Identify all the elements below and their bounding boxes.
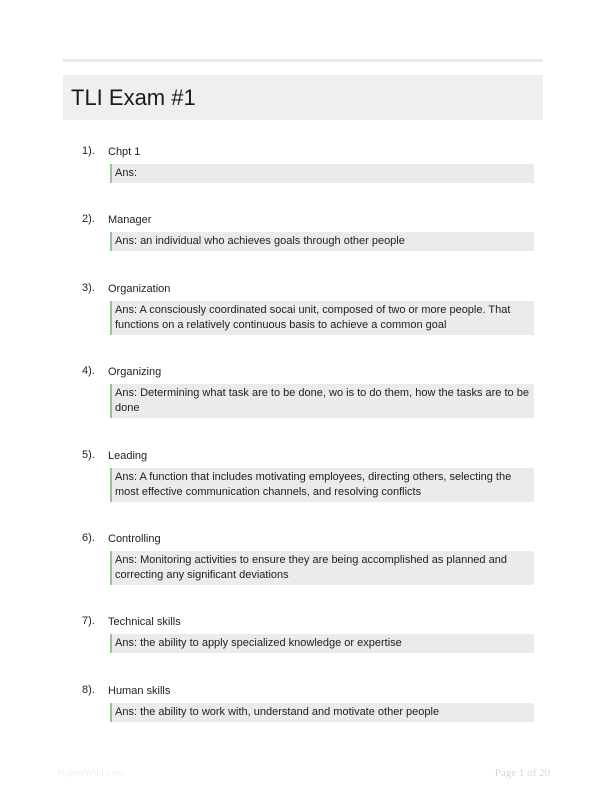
title-bar — [63, 75, 543, 120]
question-number: 4). — [82, 365, 95, 377]
question-number: 5). — [82, 449, 95, 461]
question-number: 7). — [82, 615, 95, 627]
question-number: 6). — [82, 532, 95, 544]
answer-text: Ans: — [115, 167, 138, 179]
answer-text: Ans: the ability to apply specialized knowledge or expertise — [115, 637, 402, 649]
answer-text: Ans: Monitoring activities to ensure they are being accomplished as planned and correcting any significant deviations — [115, 554, 507, 581]
answer-box — [110, 703, 534, 722]
page-title: TLI Exam #1 — [71, 85, 196, 110]
question-term: Chpt 1 — [108, 146, 141, 158]
answer-box — [110, 551, 534, 585]
answer-box — [110, 634, 534, 653]
answer-box — [110, 384, 534, 418]
answer-box — [110, 301, 534, 335]
answer-text: Ans: the ability to work with, understand and motivate other people — [115, 706, 440, 718]
question-number: 2). — [82, 213, 95, 225]
question-term: Technical skills — [108, 616, 181, 628]
answer-box — [110, 468, 534, 502]
question-term: Controlling — [108, 533, 161, 545]
question-term: Human skills — [108, 685, 171, 697]
question-number: 3). — [82, 282, 95, 294]
top-divider — [63, 59, 543, 62]
question-term: Organization — [108, 283, 171, 295]
question-term: Manager — [108, 214, 152, 226]
question-number: 8). — [82, 684, 95, 696]
answer-text: Ans: A function that includes motivating employees, directing others, selecting the most effective communication channels, and resolving conflicts — [115, 471, 512, 498]
page-number: Page 1 of 20 — [494, 767, 550, 779]
answer-text: Ans: A consciously coordinated socai unit, composed of two or more people. That functions on a relatively continuous basis to achieve a common goal — [115, 304, 511, 331]
watermark: PaperWiki.com — [58, 768, 126, 779]
question-number: 1). — [82, 145, 95, 157]
question-term: Leading — [108, 450, 148, 462]
answer-text: Ans: an individual who achieves goals through other people — [115, 235, 405, 247]
answer-box — [110, 232, 534, 251]
question-term: Organizing — [108, 366, 162, 378]
answer-box — [110, 164, 534, 183]
answer-text: Ans: Determining what task are to be done, wo is to do them, how the tasks are to be done — [115, 387, 529, 414]
